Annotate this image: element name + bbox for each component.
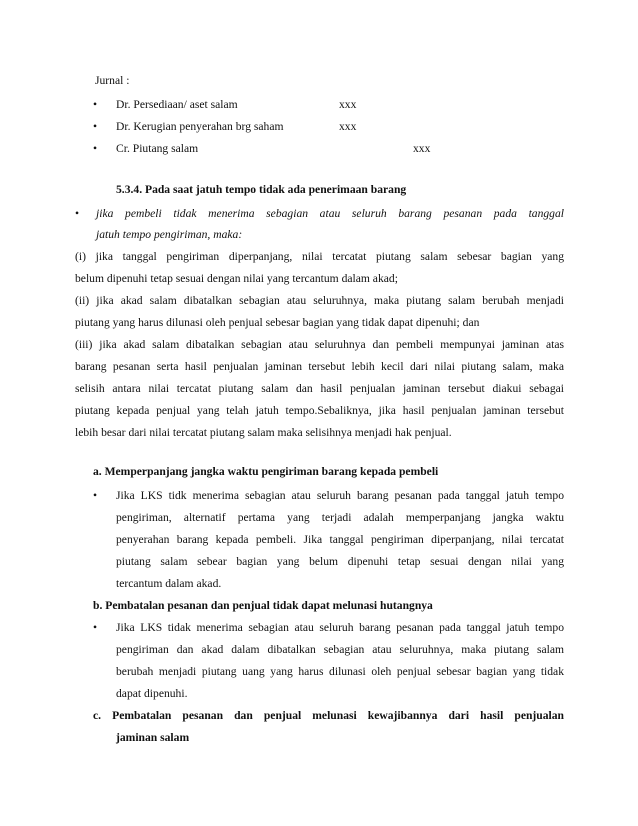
subsection-a-heading: a. Memperpanjang jangka waktu pengiriman barang kepada pembeli xyxy=(93,465,439,478)
subsection-c-heading-1: c. Pembatalan pesanan dan penjual melunasi kewajibannya dari hasil penjualan xyxy=(93,709,564,722)
paragraph-line-8: piutang kepada penjual yang telah jatuh tempo.Sebaliknya, jika hasil penjualan jaminan tersebut xyxy=(75,404,564,417)
paragraph-line-2: belum dipenuhi tetap sesuai dengan nilai yang tercantum dalam akad; xyxy=(75,272,398,285)
intro-line-2: jatuh tempo pengiriman, maka: xyxy=(96,228,243,241)
journal-amount-3: xxx xyxy=(413,142,431,155)
subsection-a-line-4: piutang salam sebear bagian yang belum dipenuhi tetap sesuai dengan nilai yang xyxy=(116,555,564,568)
subsection-b-heading: b. Pembatalan pesanan dan penjual tidak dapat melunasi hutangnya xyxy=(93,599,433,612)
journal-label: Jurnal : xyxy=(95,74,130,87)
subsection-b-line-3: berubah menjadi piutang uang yang harus dilunasi oleh penjual sebesar bagian yang tidak xyxy=(116,665,564,678)
subsection-b-line-1: Jika LKS tidak menerima sebagian atau seluruh barang pesanan pada tanggal jatuh tempo xyxy=(116,621,564,634)
subsection-a-line-5: tercantum dalam akad. xyxy=(116,577,222,590)
subsection-b-line-4: dapat dipenuhi. xyxy=(116,687,188,700)
paragraph-line-1: (i) jika tanggal pengiriman diperpanjang, nilai tercatat piutang salam sebesar bagian yang xyxy=(75,250,564,263)
subsection-b-bullet: • xyxy=(93,621,98,634)
journal-account-1: Dr. Persediaan/ aset salam xyxy=(116,98,238,111)
subsection-a-bullet: • xyxy=(93,489,98,502)
paragraph-line-6: barang pesanan serta hasil penjualan jaminan tersebut lebih kecil dari nilai piutang salam, maka xyxy=(75,360,564,373)
paragraph-line-9: lebih besar dari nilai tercatat piutang salam maka selisihnya menjadi hak penjual. xyxy=(75,426,452,439)
subsection-b-line-2: pengiriman dan akad dalam dibatalkan sebagian atau seluruhnya, maka piutang salam xyxy=(116,643,564,656)
journal-bullet-1: • xyxy=(93,98,98,111)
paragraph-line-3: (ii) jika akad salam dibatalkan sebagian atau seluruhnya, maka piutang salam berubah menjadi xyxy=(75,294,564,307)
subsection-a-line-3: penyerahan barang kepada pembeli. Jika tanggal pengiriman diperpanjang, nilai tercatat xyxy=(116,533,564,546)
journal-amount-1: xxx xyxy=(339,98,357,111)
paragraph-line-7: selisih antara nilai tercatat piutang salam dan hasil penjualan jaminan tersebut diakui sebagai xyxy=(75,382,564,395)
subsection-a-line-2: pengiriman, alternatif pertama yang terjadi adalah memperpanjang jangka waktu xyxy=(116,511,564,524)
paragraph-line-5: (iii) jika akad salam dibatalkan sebagian atau seluruhnya dan pembeli mempunyai jaminan atas xyxy=(75,338,564,351)
subsection-c-heading-2: jaminan salam xyxy=(116,731,190,744)
intro-line-1: jika pembeli tidak menerima sebagian atau seluruh barang pesanan pada tanggal xyxy=(96,207,564,220)
paragraph-line-4: piutang yang harus dilunasi oleh penjual sebesar bagian yang tidak dapat dipenuhi; dan xyxy=(75,316,480,329)
journal-bullet-3: • xyxy=(93,142,98,155)
journal-amount-2: xxx xyxy=(339,120,357,133)
section-heading: 5.3.4. Pada saat jatuh tempo tidak ada penerimaan barang xyxy=(116,183,407,196)
journal-bullet-2: • xyxy=(93,120,98,133)
subsection-a-line-1: Jika LKS tidk menerima sebagian atau seluruh barang pesanan pada tanggal jatuh tempo xyxy=(116,489,564,502)
journal-account-3: Cr. Piutang salam xyxy=(116,142,199,155)
journal-account-2: Dr. Kerugian penyerahan brg saham xyxy=(116,120,284,133)
intro-bullet: • xyxy=(75,207,80,220)
